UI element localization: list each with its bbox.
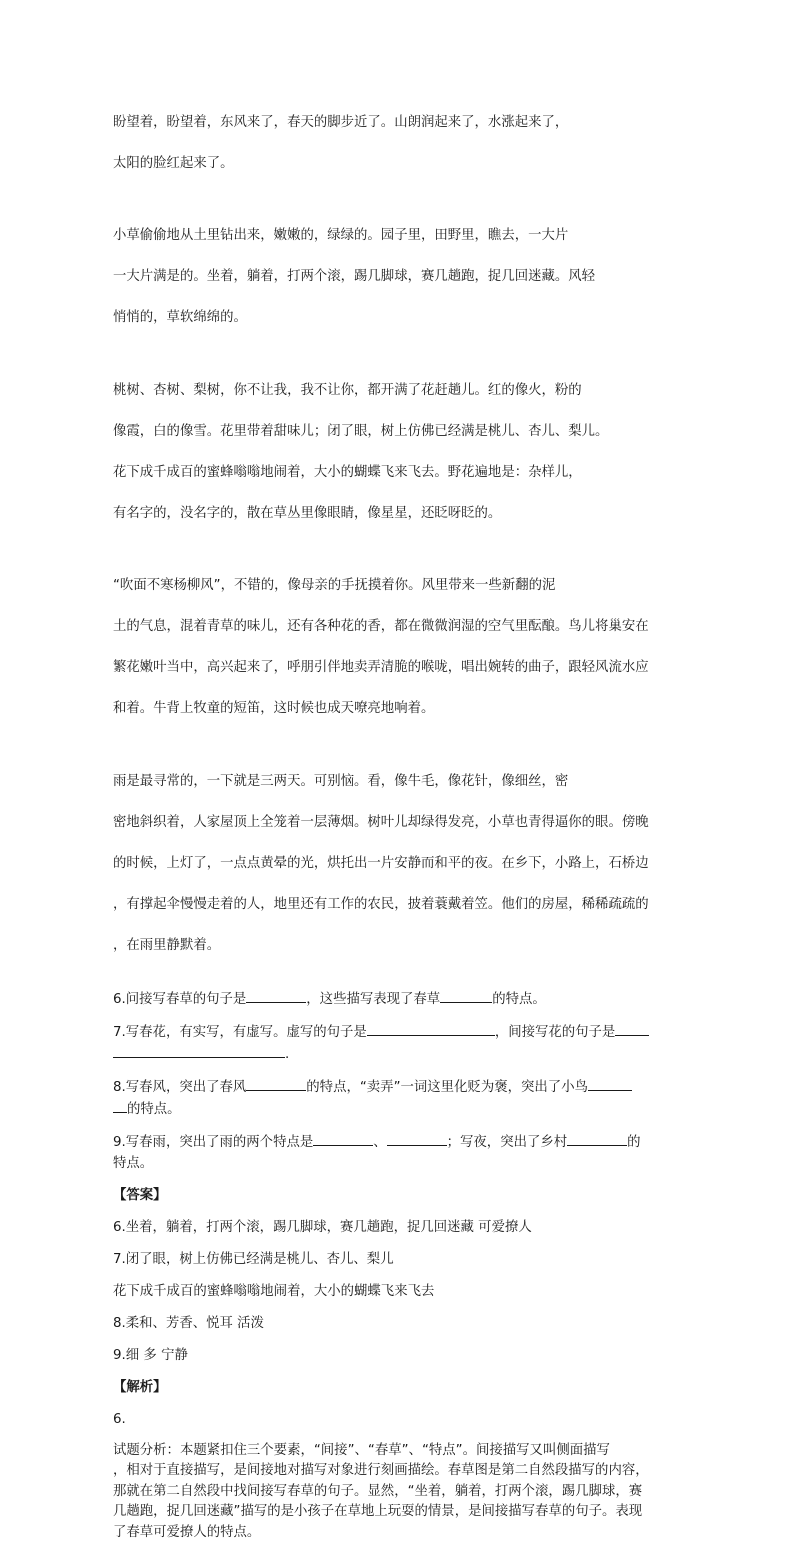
answer-6: 6.坐着，躺着，打两个滚，踢几脚球，赛几趟跑，捉几回迷藏 可爱撩人 xyxy=(113,1217,675,1238)
question-text: 7.写春花，有实写，有虚写。虚写的句子是 xyxy=(113,1025,367,1040)
document-page xyxy=(113,92,675,1543)
text-line: ，有撑起伞慢慢走着的人，地里还有工作的农民，披着蓑戴着笠。他们的房屋，稀稀疏疏的 xyxy=(113,895,675,916)
answer-7-continued: 花下成千成百的蜜蜂嗡嗡地闹着，大小的蝴蝶飞来飞去 xyxy=(113,1281,675,1302)
answer-heading: 【答案】 xyxy=(113,1185,675,1206)
passage-paragraph-3 xyxy=(113,360,675,545)
text-line: 的时候，上灯了，一点点黄晕的光，烘托出一片安静而和平的夜。在乡下，小路上，石桥边 xyxy=(113,854,675,875)
text-line: 桃树、杏树、梨树，你不让我，我不让你，都开满了花赶趟儿。红的像火，粉的 xyxy=(113,381,675,402)
text-line: 一大片满是的。坐着，躺着，打两个滚，踢几脚球，赛几趟跑，捉几回迷藏。风轻 xyxy=(113,267,675,288)
answer-7: 7.闭了眼，树上仿佛已经满是桃儿、杏儿、梨儿 xyxy=(113,1249,675,1270)
text-line: 太阳的脸红起来了。 xyxy=(113,154,675,175)
answer-blank xyxy=(567,1131,627,1146)
text-line: 繁花嫩叶当中，高兴起来了，呼朋引伴地卖弄清脆的喉咙，唱出婉转的曲子，跟轻风流水应 xyxy=(113,658,675,679)
answer-9: 9.细 多 宁静 xyxy=(113,1345,675,1366)
question-text: ，这些描写表现了春草 xyxy=(306,992,440,1007)
analysis-number: 6. xyxy=(113,1409,675,1430)
text-line: 悄悄的，草软绵绵的。 xyxy=(113,308,675,329)
analysis-text xyxy=(113,1441,675,1543)
analysis-heading: 【解析】 xyxy=(113,1377,675,1398)
answer-blank xyxy=(367,1021,495,1036)
text-line: 试题分析：本题紧扣住三个要素，“间接”、“春草”、“特点”。间接描写又叫侧面描写 xyxy=(113,1441,675,1462)
answer-8: 8.柔和、芳香、悦耳 活泼 xyxy=(113,1313,675,1334)
text-line: 花下成千成百的蜜蜂嗡嗡地闹着，大小的蝴蝶飞来飞去。野花遍地是：杂样儿， xyxy=(113,463,675,484)
answer-blank xyxy=(113,1043,285,1058)
answer-blank xyxy=(588,1076,632,1091)
text-line: 密地斜织着，人家屋顶上全笼着一层薄烟。树叶儿却绿得发亮，小草也青得逼你的眼。傍晚 xyxy=(113,813,675,834)
question-text: 的特点，“卖弄”一词这里化贬为褒，突出了小鸟 xyxy=(306,1080,588,1095)
question-text: 的 xyxy=(627,1135,640,1150)
answer-blank xyxy=(387,1131,447,1146)
passage-paragraph-4 xyxy=(113,556,675,741)
question-text: 的特点。 xyxy=(492,992,546,1007)
text-line: ，相对于直接描写，是间接地对描写对象进行刻画描绘。春草图是第二自然段描写的内容， xyxy=(113,1461,675,1482)
answer-blank xyxy=(246,988,306,1003)
text-line: 那就在第二自然段中找间接写春草的句子。显然，“坐着，躺着，打两个滚，踢几脚球，赛 xyxy=(113,1482,675,1503)
question-9 xyxy=(113,1131,675,1174)
question-text: ，间接写花的句子是 xyxy=(495,1025,616,1040)
passage-paragraph-1 xyxy=(113,92,675,195)
question-6 xyxy=(113,988,675,1010)
answer-blank xyxy=(246,1076,306,1091)
text-line: 像霞，白的像雪。花里带着甜味儿；闭了眼，树上仿佛已经满是桃儿、杏儿、梨儿。 xyxy=(113,422,675,443)
question-text: 、 xyxy=(373,1135,386,1150)
text-line: 雨是最寻常的，一下就是三两天。可别恼。看，像牛毛，像花针，像细丝，密 xyxy=(113,772,675,793)
question-text: ；写夜，突出了乡村 xyxy=(447,1135,568,1150)
question-text: 9.写春雨，突出了雨的两个特点是 xyxy=(113,1135,313,1150)
answer-blank xyxy=(113,1098,127,1113)
text-line: 了春草可爱撩人的特点。 xyxy=(113,1523,675,1543)
passage-paragraph-5 xyxy=(113,751,675,977)
answer-blank xyxy=(615,1021,649,1036)
answer-blank xyxy=(440,988,492,1003)
text-line: 土的气息，混着青草的味儿，还有各种花的香，都在微微润湿的空气里酝酿。鸟儿将巢安在 xyxy=(113,617,675,638)
question-text: 6.问接写春草的句子是 xyxy=(113,992,246,1007)
question-7 xyxy=(113,1021,675,1065)
question-text: 特点。 xyxy=(113,1156,153,1171)
passage-paragraph-2 xyxy=(113,206,675,350)
text-line: 和着。牛背上牧童的短笛，这时候也成天嘹亮地响着。 xyxy=(113,699,675,720)
text-line: “吹面不寒杨柳风”，不错的，像母亲的手抚摸着你。风里带来一些新翻的泥 xyxy=(113,576,675,597)
text-line: ，在雨里静默着。 xyxy=(113,936,675,957)
question-text: 的特点。 xyxy=(127,1102,181,1117)
question-text: . xyxy=(285,1047,289,1062)
answer-blank xyxy=(313,1131,373,1146)
question-text: 8.写春风，突出了春风 xyxy=(113,1080,246,1095)
text-line: 有名字的，没名字的，散在草丛里像眼睛，像星星，还眨呀眨的。 xyxy=(113,504,675,525)
text-line: 几趟跑，捉几回迷藏”描写的是小孩子在草地上玩耍的情景，是间接描写春草的句子。表现 xyxy=(113,1502,675,1523)
text-line: 小草偷偷地从土里钻出来，嫩嫩的，绿绿的。园子里，田野里，瞧去，一大片 xyxy=(113,226,675,247)
question-8 xyxy=(113,1076,675,1120)
text-line: 盼望着，盼望着，东风来了，春天的脚步近了。山朗润起来了，水涨起来了， xyxy=(113,113,675,134)
